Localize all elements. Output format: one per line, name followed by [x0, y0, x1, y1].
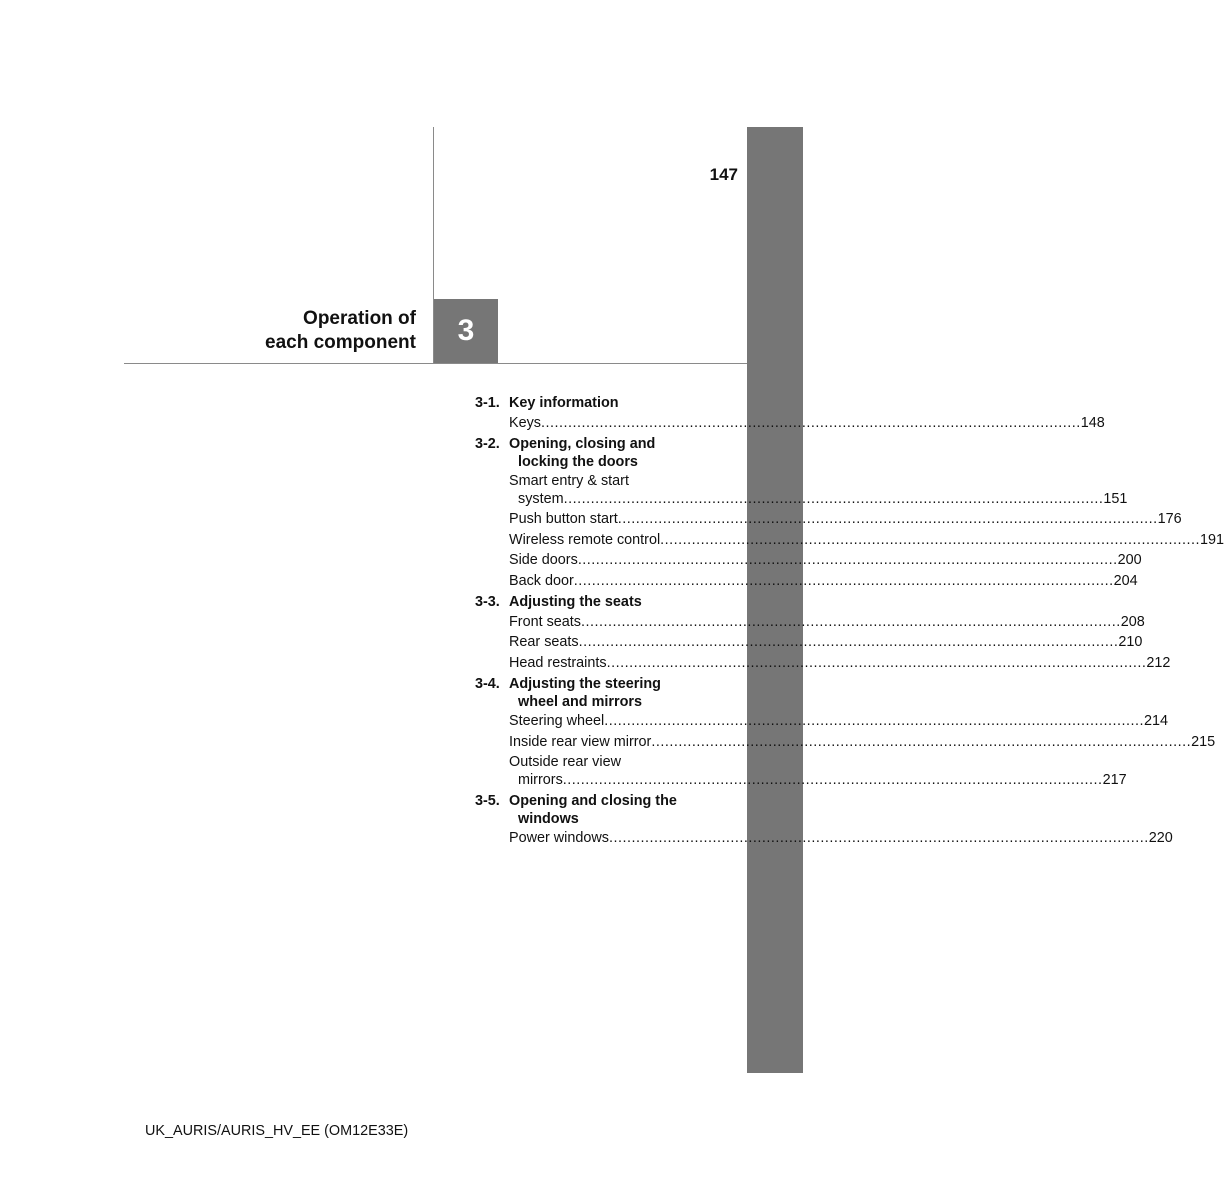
toc-entry[interactable] — [509, 414, 1105, 433]
toc-entry-label: system — [518, 490, 564, 507]
toc-entry-page: 191 — [1199, 531, 1224, 548]
page-number: 147 — [709, 165, 738, 184]
toc-entry-label-line1: Smart entry & start — [509, 473, 629, 489]
toc-entry-label-line1: Outside rear view — [509, 754, 621, 770]
dot-leader: ........................................................................................................................ — [660, 531, 1200, 548]
toc-section-title-line1: Key information — [509, 395, 619, 411]
toc-entry[interactable] — [509, 572, 1138, 591]
toc-entry[interactable] — [509, 754, 1127, 789]
toc-entry[interactable] — [509, 473, 1128, 508]
toc-entry-page: 151 — [1103, 490, 1128, 507]
toc-section-title — [509, 793, 715, 828]
dot-leader: ........................................................................................................................ — [541, 414, 1081, 431]
toc-section-title — [509, 594, 715, 612]
toc-section-heading[interactable] — [475, 792, 715, 828]
toc-section-number: 3-4. — [475, 676, 500, 692]
dot-leader: ........................................................................................................................ — [606, 654, 1147, 671]
toc-section-title-line2: locking the doors — [518, 453, 638, 470]
toc-entry-label: Side doors — [509, 552, 578, 568]
toc-entry[interactable] — [509, 830, 1173, 848]
dot-leader: ........................................................................................................................ — [578, 634, 1119, 650]
toc-entry-label: Steering wheel — [509, 713, 605, 729]
toc-entry[interactable] — [509, 552, 1142, 570]
dot-leader: ........................................................................................................................ — [577, 552, 1118, 568]
chapter-number-box — [434, 299, 498, 363]
toc-entry-label: Front seats — [509, 613, 581, 630]
dot-leader: ........................................................................................................................ — [651, 733, 1192, 750]
toc-entry-page: 204 — [1113, 572, 1138, 589]
toc-entry-page: 212 — [1146, 654, 1171, 671]
chapter-title — [200, 307, 416, 355]
toc-section-number: 3-3. — [475, 594, 500, 610]
chapter-number: 3 — [457, 314, 475, 347]
toc-section-title — [509, 676, 715, 711]
dot-leader: ........................................................................................................................ — [580, 613, 1121, 630]
toc-entry-label: Head restraints — [509, 654, 607, 671]
toc-section-title-line1: Opening and closing the — [509, 793, 677, 809]
dot-leader: ........................................................................................................................ — [617, 511, 1158, 527]
toc-entry[interactable] — [509, 713, 1169, 731]
toc-entry[interactable] — [509, 654, 1171, 673]
toc-entry[interactable] — [509, 531, 1224, 550]
toc-section-heading[interactable] — [475, 394, 715, 413]
dot-leader: ........................................................................................................................ — [563, 490, 1104, 507]
toc-entry-page: 176 — [1157, 511, 1182, 527]
toc-section-heading[interactable] — [475, 593, 715, 612]
toc-entry-page: 210 — [1118, 634, 1143, 650]
toc-section-heading[interactable] — [475, 675, 715, 711]
dot-leader: ........................................................................................................................ — [604, 713, 1144, 729]
toc-section-title-line1: Adjusting the steering — [509, 676, 661, 692]
toc-entry-label: mirrors — [518, 771, 563, 788]
toc-entry-page: 200 — [1117, 552, 1142, 568]
toc-entry[interactable] — [509, 634, 1143, 652]
toc-entry[interactable] — [509, 511, 1182, 529]
toc-entry-page: 215 — [1191, 733, 1216, 750]
toc-entry-page: 217 — [1102, 771, 1127, 788]
toc-section-title-line2: windows — [518, 810, 579, 827]
toc-section-number: 3-5. — [475, 793, 500, 809]
toc-entry-label: Rear seats — [509, 634, 579, 650]
toc-entry-page: 214 — [1144, 713, 1169, 729]
toc-section-heading[interactable] — [475, 435, 715, 471]
toc-section-title — [509, 395, 715, 413]
toc-section-title — [509, 436, 715, 471]
chapter-side-tab — [747, 127, 803, 1073]
toc-section-number: 3-2. — [475, 436, 500, 452]
toc-entry-label: Back door — [509, 572, 574, 589]
toc-section-number: 3-1. — [475, 395, 500, 411]
dot-leader: ........................................................................................................................ — [608, 830, 1149, 846]
toc-entry-label: Wireless remote control — [509, 531, 661, 548]
toc-entry-page: 208 — [1120, 613, 1145, 630]
toc-section-title-line1: Adjusting the seats — [509, 594, 642, 610]
toc-entry-label: Keys — [509, 414, 541, 431]
toc-entry-page: 148 — [1080, 414, 1105, 431]
toc-entry-label: Push button start — [509, 511, 618, 527]
footer-document-code: UK_AURIS/AURIS_HV_EE (OM12E33E) — [145, 1123, 409, 1139]
chapter-title-line1: Operation of — [303, 308, 416, 329]
toc-section-title-line1: Opening, closing and — [509, 436, 656, 452]
dot-leader: ........................................................................................................................ — [562, 771, 1103, 788]
horizontal-rule — [124, 363, 747, 364]
chapter-title-line2: each component — [265, 332, 416, 353]
toc-entry-label: Power windows — [509, 830, 609, 846]
toc-entry-page: 220 — [1148, 830, 1173, 846]
toc-entry[interactable] — [509, 613, 1145, 632]
toc-entry-label: Inside rear view mirror — [509, 733, 652, 750]
toc-entry[interactable] — [509, 733, 1216, 752]
dot-leader: ........................................................................................................................ — [573, 572, 1114, 589]
toc-section-title-line2: wheel and mirrors — [518, 693, 642, 710]
table-of-contents — [475, 394, 1224, 851]
